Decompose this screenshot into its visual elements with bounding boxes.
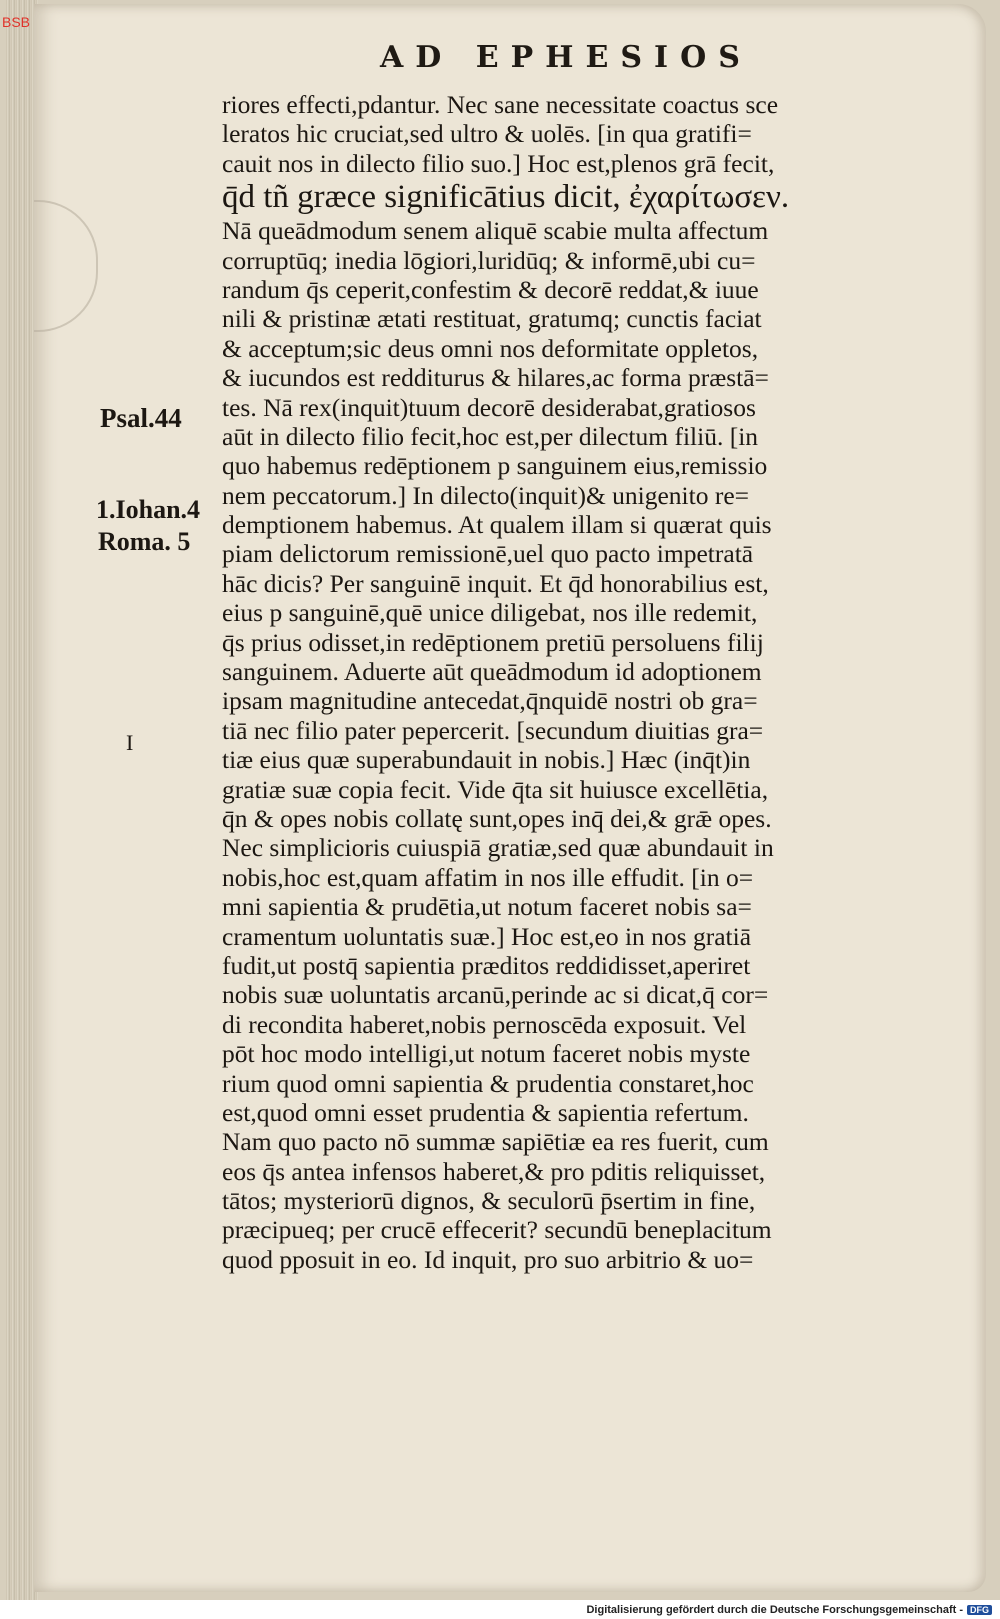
text-line: tātos; mysteriorū dignos, & seculorū p̄sertim in fine, <box>222 1186 756 1216</box>
text-line: demptionem habemus. At qualem illam si quærat quis <box>222 510 772 540</box>
text-line: & acceptum;sic deus omni nos deformitate oppletos, <box>222 333 759 363</box>
text-line: q̄d tñ græce significātius dicit, ἐχαρίτωσεν. <box>222 179 790 216</box>
text-line: Nec simplicioris cuiuspiā gratiæ,sed quæ abundauit in <box>222 833 774 863</box>
text-line: mni sapientia & prudētia,ut notum faceret nobis sa= <box>222 892 752 922</box>
library-mark: BSB <box>2 14 31 30</box>
text-line: fudit,ut postq̄ sapientia præditos reddidisset,aperiret <box>222 950 751 980</box>
margin-note-roma: Roma. 5 <box>98 527 191 556</box>
text-line: est,quod omni esset prudentia & sapientia refertum. <box>222 1097 749 1127</box>
margin-note-iohan: 1.Iohan.4 <box>96 495 201 524</box>
text-line: eos q̄s antea infensos haberet,& pro pditis reliquisset, <box>222 1156 766 1186</box>
text-line: quod pposuit in eo. Id inquit, pro suo arbitrio & uo= <box>222 1244 754 1274</box>
text-line: randum q̄s ceperit,confestim & decorē reddat,& iuue <box>222 274 759 304</box>
text-line: nem peccatorum.] In dilecto(inquit)& unigenito re= <box>222 480 750 510</box>
dfg-logo: DFG <box>967 1605 992 1615</box>
text-line: tes. Nā rex(inquit)tuum decorē desiderabat,gratiosos <box>222 392 756 422</box>
text-line: rium quod omni sapientia & prudentia constaret,hoc <box>222 1068 754 1098</box>
text-line: piam delictorum remissionē,uel quo pacto impetratā <box>222 539 754 569</box>
text-line: q̄s prius odisset,in redēptionem pretiū persoluens filij <box>222 627 764 657</box>
digitization-footer <box>586 1600 992 1619</box>
text-line: leratos hic cruciat,sed ultro & uolēs. [in qua gratifi= <box>222 119 752 149</box>
text-line: cramentum uoluntatis suæ.] Hoc est,eo in nos gratiā <box>222 921 752 951</box>
text-line: ipsam magnitudine antecedat,q̄nquidē nostri ob gra= <box>222 686 758 716</box>
margin-note-psal: Psal.44 <box>100 403 182 433</box>
text-line: sanguinem. Aduerte aūt queādmodum id adoptionem <box>222 657 762 687</box>
text-line: tiæ eius quæ superabundauit in nobis.] Hæc (inq̄t)in <box>222 745 751 775</box>
text-line: eius p sanguinē,quē unice diligebat, nos ille redemit, <box>222 598 758 628</box>
text-line: tiā nec filio pater pepercerit. [secundum diuitias gra= <box>222 715 764 745</box>
body-text <box>222 90 912 1274</box>
text-line: nobis suæ uoluntatis arcanū,perinde ac si dicat,q̄ cor= <box>222 980 769 1010</box>
text-line: di recondita haberet,nobis pernoscēda exposuit. Vel <box>222 1009 747 1039</box>
text-line: nobis,hoc est,quam affatim in nos ille effudit. [in o= <box>222 862 754 892</box>
page-tab-mark <box>34 200 98 332</box>
running-head: AD EPHESIOS <box>380 40 752 75</box>
text-line: præcipueq; per crucē effecerit? secundū beneplacitum <box>222 1215 772 1245</box>
text-line: hāc dicis? Per sanguinē inquit. Et q̄d honorabilius est, <box>222 568 769 598</box>
text-line: aūt in dilecto filio fecit,hoc est,per dilectum filiū. [in <box>222 421 759 451</box>
text-line: corruptūq; inedia lōgiori,luridūq; & informē,ubi cu= <box>222 245 756 275</box>
text-line: quo habemus redēptionem p sanguinem eius,remissio <box>222 451 768 481</box>
text-line: Nam quo pacto nō summæ sapiētiæ ea res fuerit, cum <box>222 1127 769 1157</box>
text-line: & iucundos est redditurus & hilares,ac forma præstā= <box>222 363 769 393</box>
margin-note-tick: I <box>126 730 134 755</box>
text-line: nili & pristinæ ætati restituat, gratumq; cunctis faciat <box>222 304 762 334</box>
text-line: q̄n & opes nobis collatę sunt,opes inq̄ dei,& grǣ opes. <box>222 803 772 833</box>
footer-credit: Digitalisierung gefördert durch die Deutsche Forschungsgemeinschaft - <box>586 1603 963 1616</box>
text-line: pōt hoc modo intelligi,ut notum faceret nobis myste <box>222 1039 751 1069</box>
text-line: gratiæ suæ copia fecit. Vide q̄ta sit huiusce excellētia, <box>222 774 769 804</box>
text-line: riores effecti,pdantur. Nec sane necessitate coactus sce <box>222 90 779 119</box>
text-line: Nā queādmodum senem aliquē scabie multa affectum <box>222 216 769 246</box>
text-line: cauit nos in dilecto filio suo.] Hoc est,plenos grā fecit, <box>222 148 775 178</box>
